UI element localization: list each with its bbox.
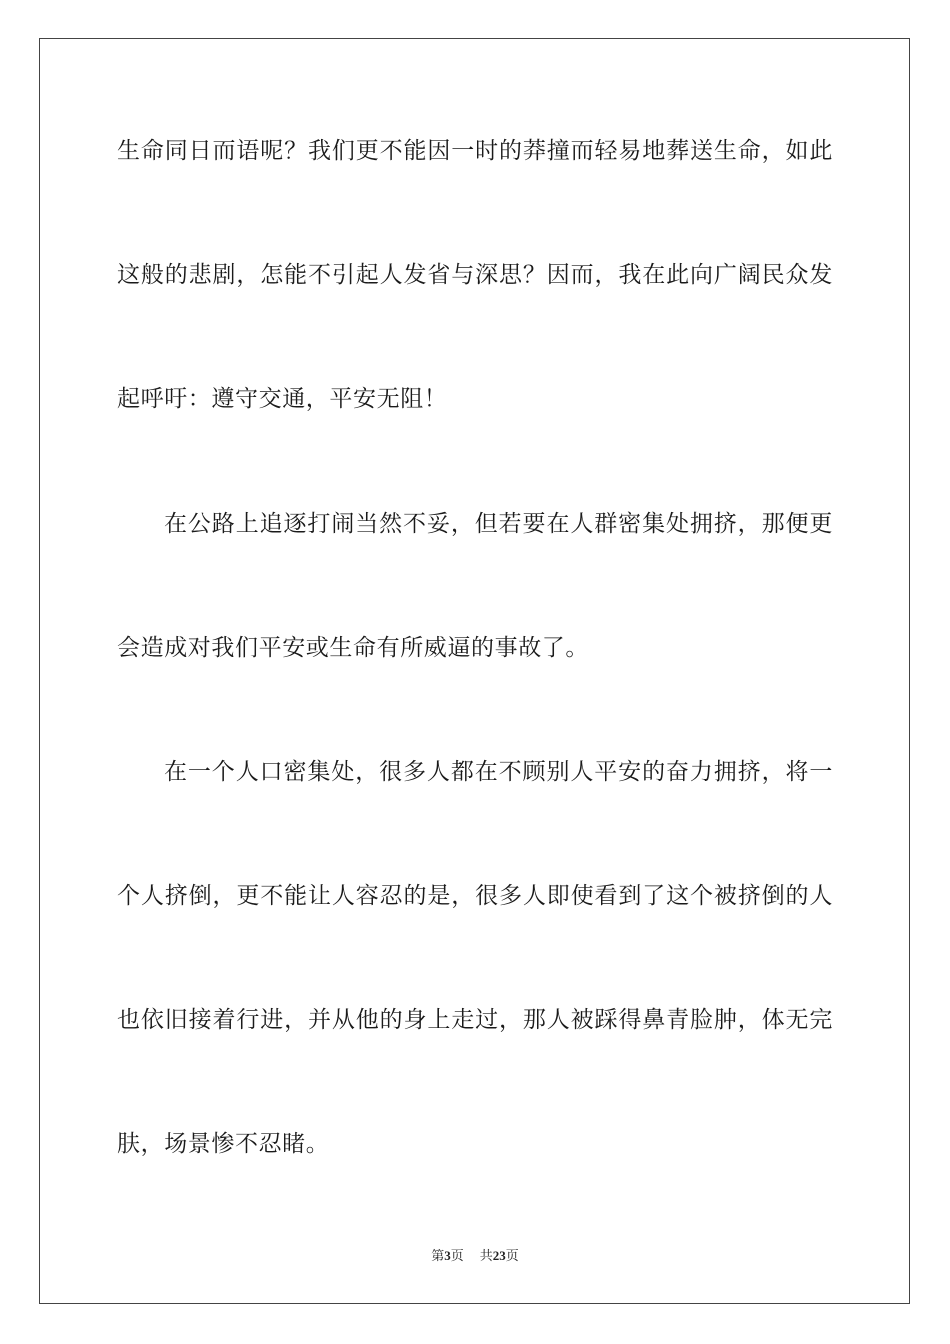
page-suffix: 页 [450, 1249, 464, 1264]
total-pages: 23 [492, 1248, 506, 1263]
text-line-4: 在公路上追逐打闹当然不妥，但若要在人群密集处拥挤，那便更 [164, 511, 833, 537]
text-line-2: 这般的悲剧，怎能不引起人发省与深思？因而，我在此向广阔民众发 [117, 262, 833, 288]
page-footer [0, 1246, 950, 1267]
page-number: 3 [444, 1248, 451, 1263]
text-line-7: 个人挤倒，更不能让人容忍的是，很多人即使看到了这个被挤倒的人 [117, 883, 833, 909]
total-prefix: 共 [479, 1249, 493, 1264]
text-line-6: 在一个人口密集处，很多人都在不顾别人平安的奋力拥挤，将一 [164, 759, 833, 785]
text-line-1: 生命同日而语呢？我们更不能因一时的莽撞而轻易地葬送生命，如此 [117, 138, 833, 164]
page-border [39, 38, 910, 1304]
total-suffix: 页 [505, 1249, 519, 1264]
text-line-5: 会造成对我们平安或生命有所威逼的事故了。 [117, 635, 589, 661]
text-line-8: 也依旧接着行进，并从他的身上走过，那人被踩得鼻青脸肿，体无完 [117, 1007, 833, 1033]
text-line-9: 肤，场景惨不忍睹。 [117, 1131, 330, 1157]
page-prefix: 第 [431, 1249, 445, 1264]
text-line-3: 起呼吁：遵守交通，平安无阻！ [117, 386, 448, 412]
